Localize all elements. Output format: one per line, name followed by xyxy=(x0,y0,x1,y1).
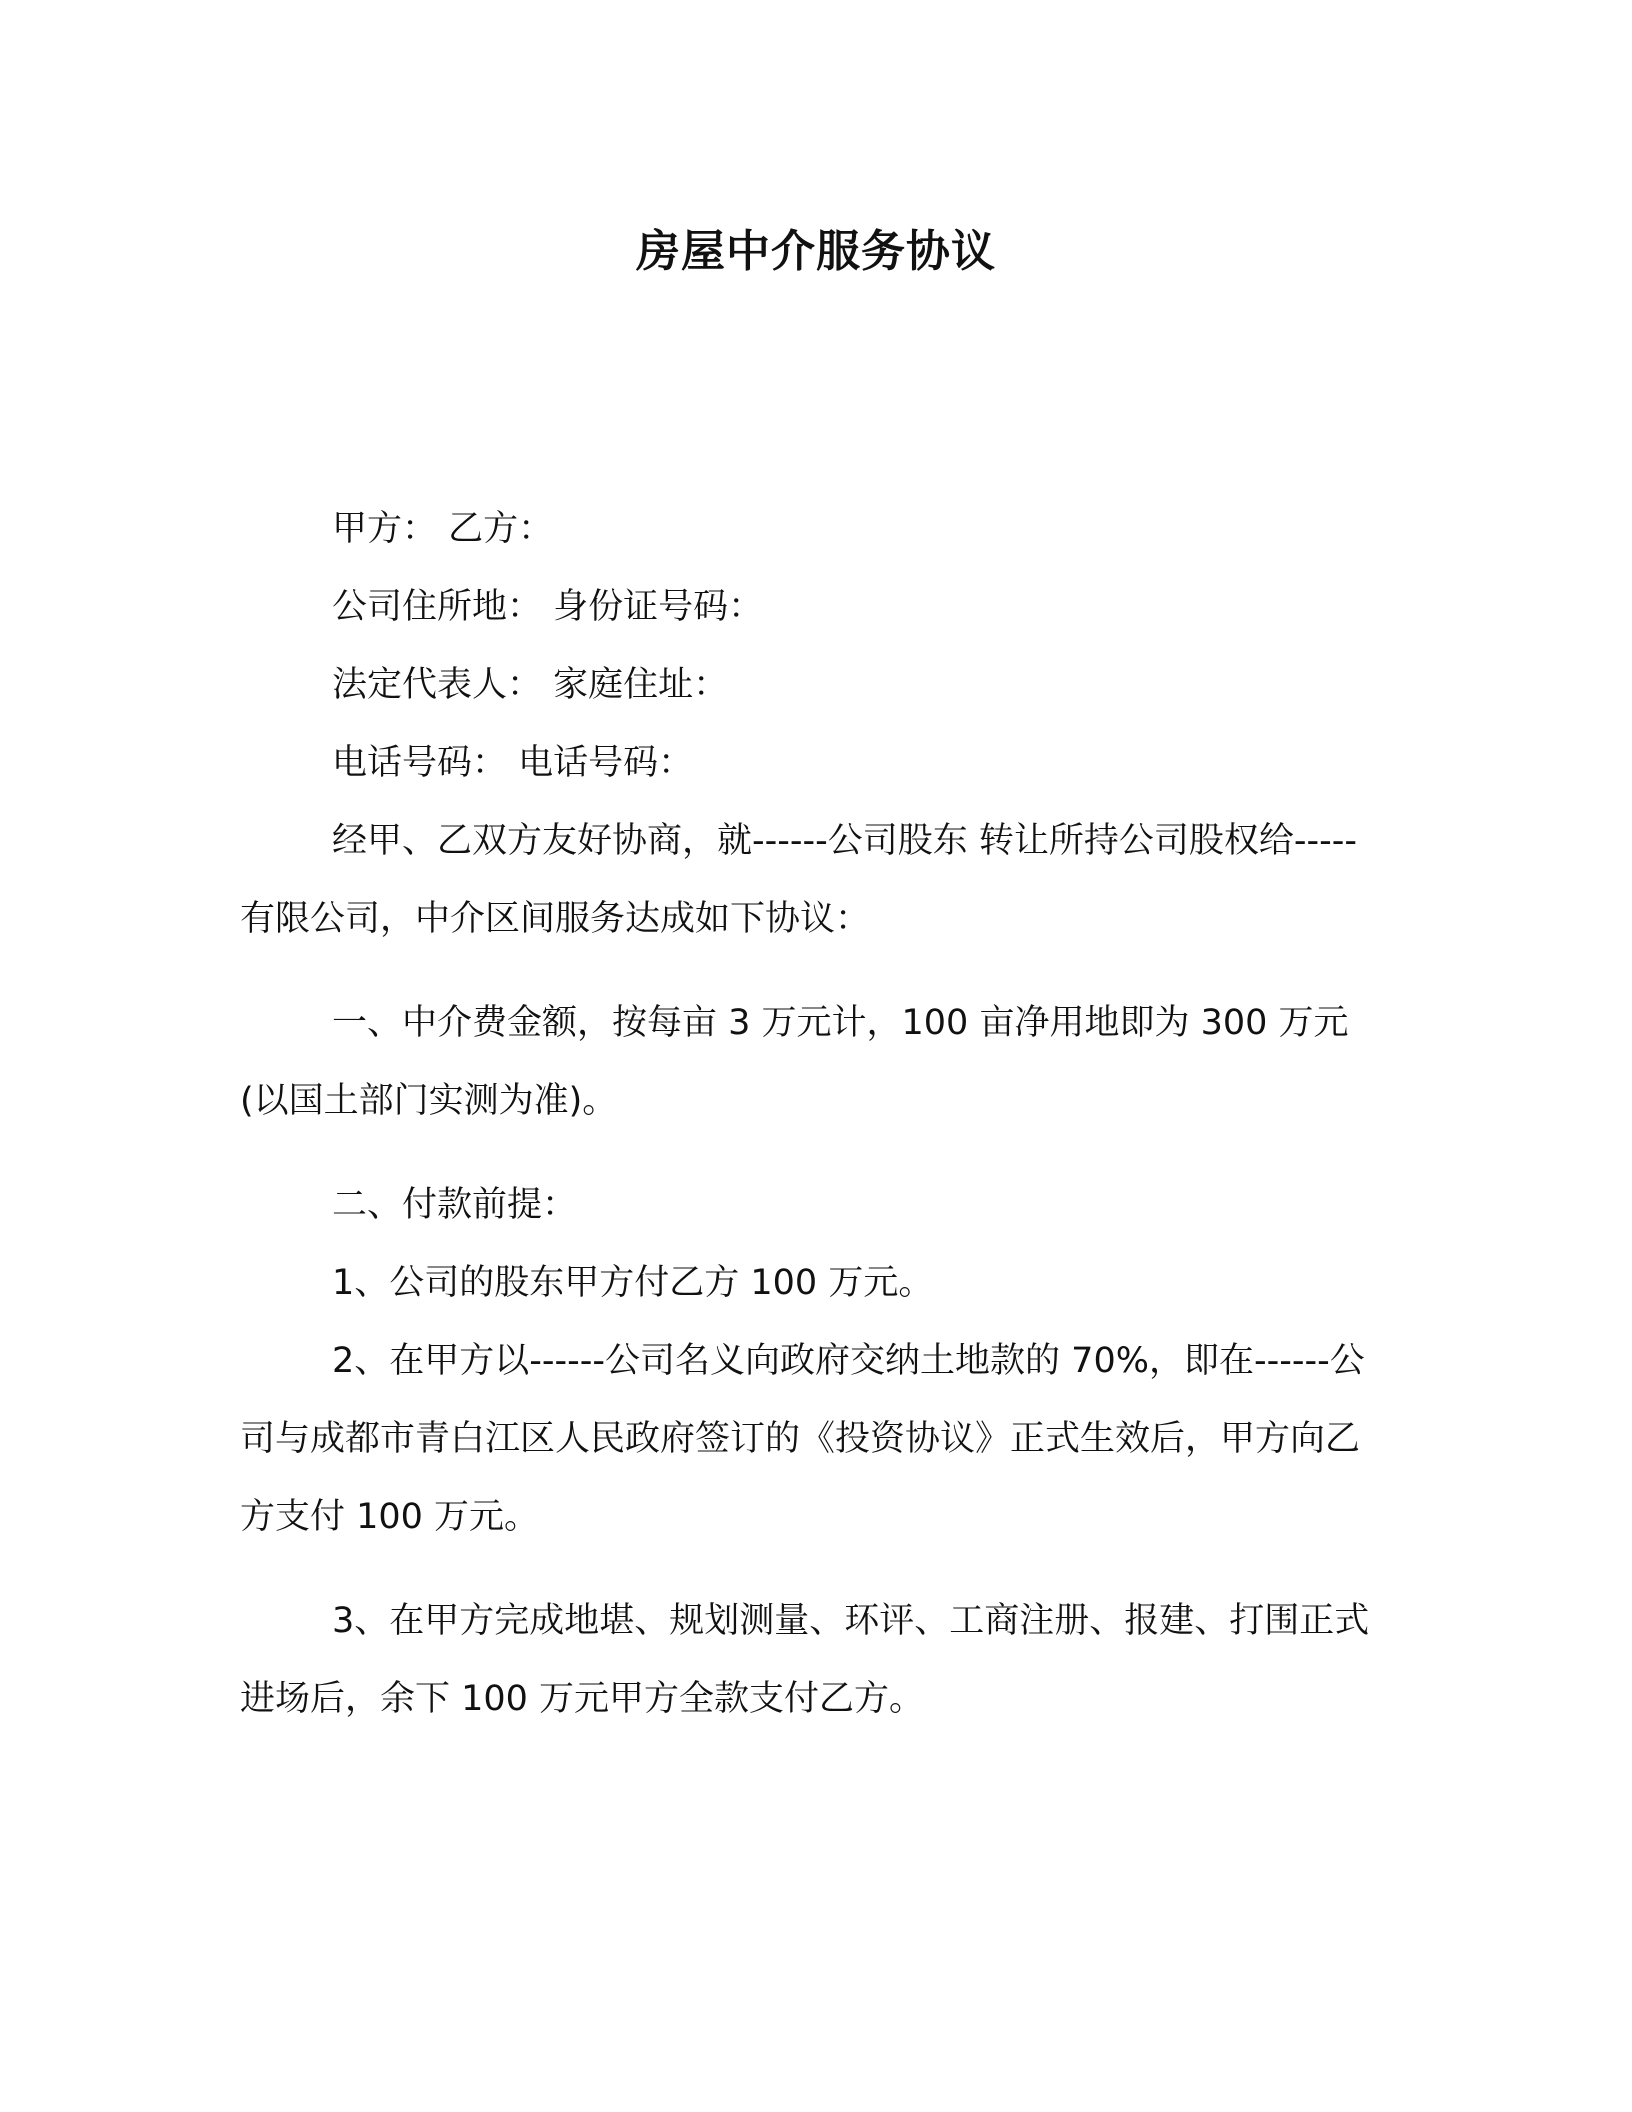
party-line: 电话号码： 电话号码： xyxy=(332,743,694,783)
payment-item-1: 1、公司的股东甲方付乙方 100 万元。 xyxy=(332,1263,934,1303)
clause-fee: 一、中介费金额，按每亩 3 万元计，100 亩净用地即为 300 万元(以国土部门实测为准)。 xyxy=(240,1003,1349,1121)
clause-payment-heading: 二、付款前提： xyxy=(332,1185,578,1225)
document-title: 房屋中介服务协议 xyxy=(636,226,996,277)
party-line: 公司住所地： 身份证号码： xyxy=(332,587,764,627)
payment-item-2: 2、在甲方以------公司名义向政府交纳土地款的 70%，即在------公司与成都市青白江区人民政府签订的《投资协议》正式生效后，甲方向乙方支付 100 万元。 xyxy=(240,1341,1365,1537)
payment-item-3: 3、在甲方完成地堪、规划测量、环评、工商注册、报建、打围正式进场后，余下 100 万元甲方全款支付乙方。 xyxy=(240,1601,1370,1719)
document-body xyxy=(240,490,1390,1738)
party-line: 甲方： 乙方： xyxy=(332,509,554,549)
intro-paragraph: 经甲、乙双方友好协商，就------公司股东 转让所持公司股权给-----有限公司，中介区间服务达成如下协议： xyxy=(240,821,1358,939)
party-line: 法定代表人： 家庭住址： xyxy=(332,665,729,705)
